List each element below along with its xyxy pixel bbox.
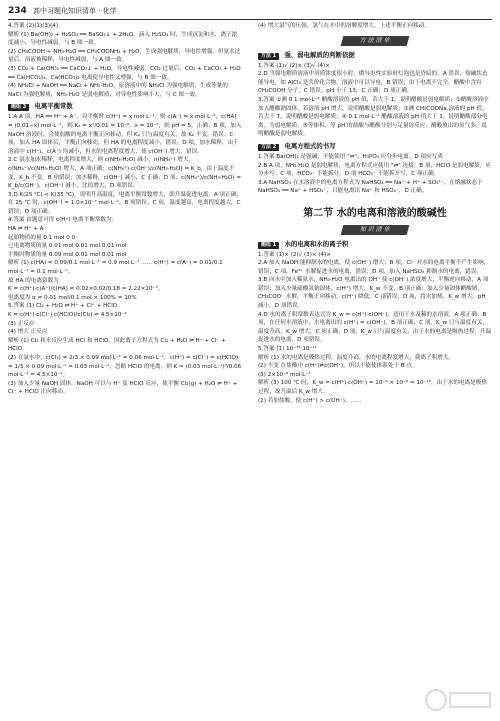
text-line: K = c(H⁺)·c(A⁻)/c(HA) = 0.02×0.02/0.18 = 2.22×10⁻³。: [8, 286, 164, 293]
text-line: 2.B A 项，NH₃·H₂O 是弱电解质，电离方程式应使用 "⇌" 连接；B 项，HClO 是弱电解质，应分步写；C 项，HCO₃⁻ 不能拆分，D 项 HCO₃⁻ 不能拆开写，C 项正确。: [258, 162, 492, 178]
text-line: 解析 (1) Ba(OH)₂ + H₂SO₄ ══ BaSO₄↓ + 2H₂O，滴入 H₂SO₄ 时，生成沉淀和水，离子浓度减小，导电性减弱，与 B 图一致。: [8, 31, 238, 47]
watermark-logo: [424, 685, 494, 715]
text-line: K = c(H⁺)·c(Cl⁻)·c(HClO)/c(Cl₂) = 4.5×10⁻⁴: [8, 312, 127, 318]
text-line: 故 HA 的电离常数为: [8, 277, 59, 284]
text-line: (3) 正反应: [8, 320, 35, 327]
method-banner: 方 法 清 单: [258, 36, 492, 46]
text-line: 5.答案 (1) 10⁻¹⁴ 10⁻¹²: [258, 346, 317, 353]
text-line: 1.答案 (1)× (2)√ (3)× (4)×: [258, 251, 331, 258]
knowledge-heading-1: [258, 240, 492, 249]
text-line: 1.答案 Ba(OH)₂ 是强碱，不能使用 "⇌"；H₃PO₄ 应分步电离；D 项应写成: [258, 153, 443, 160]
text-line: (3) 2×10⁻⁹ mol·L⁻¹: [258, 371, 311, 378]
text-line: 1.A A 项，HA ══ H⁺ + A⁻，设平衡时 c(H⁺) = x mol·L⁻¹，则 c(A⁻) = x mol·L⁻¹，c(HA) = (0.01−x) mol·L⁻¹，则 Kₐ = x²/0.01 = 10⁻⁸，x = 10⁻⁵，则 pH = 5，正确；B 项，加入 NaOH 溶液时，会使弱酸的电离平衡正向移动，但 Kₐ 只与温度有关，故 Kₐ 不变，错误；C 项，加入 HA 固体后，平衡正向移动，但 HA 的电离程度减小，错误；D 项，加水稀释，由于溶液中 c(H⁺)、c(A⁻) 均减小，但水的电离程度增大，使 c(OH⁻) 增大，错误。: [8, 114, 242, 155]
text-line: 4.D 水的离子积常数表达式为 K_w = c(H⁺)·c(OH⁻)，适用于水及稀的水溶液，A 项正确；B 项，在任何水溶液中，水电离出的 c(H⁺) = c(OH⁻)，B 项正确；C 项，K_w 只与温度有关，温度升高，K_w 增大，C 项正确；D 项，K_w 只与温度有关，由于水的电离是吸热过程，升温促进水的电离，D 项错误。: [258, 311, 492, 344]
header-title: 高中习题化知识清单 · 化学: [33, 7, 117, 15]
text-line: (3) CO₂ + Ca(OH)₂ ══ CaCO₃↓ + H₂O，导电性减弱，CO₂ 过量后，CO₂ + CaCO₃ + H₂O ══ Ca(HCO₃)₂，Ca(HCO₃)₂ 电离使导电性又增强，与 B 图一致。: [8, 65, 241, 81]
text-line: 电离度为 α = 0.01 mol/0.1 mol × 100% = 10%: [8, 294, 137, 301]
chapter-title: 第二节 水的电离和溶液的酸碱性: [303, 207, 447, 219]
text-line: 2.C 氨水加水稀释，电离程度增大，则 c(NH₃·H₂O) 减小，n(NH₄⁺) 增大，c(NH₄⁺)/c(NH₃·H₂O) 增大，A 项正确；c(NH₄⁺)·c(OH⁻)/c(NH₃·H₂O) = K_b，由于温度不变，K_b 不变，B 项错误；加水稀释，c(OH⁻) 减小，C 正确；D 项，c(NH₄⁺)/c(NH₃·H₂O) = K_b/c(OH⁻)，c(OH⁻) 减小，比值增大，D 项错误。: [8, 157, 242, 190]
method-tag: 方法 2: [258, 144, 279, 151]
text-line: 5.答案 (1) Cl₂ + H₂O ⇌ H⁺ + Cl⁻ + HClO: [8, 303, 118, 310]
text-line: 1.答案 (1)√ (2)× (3)√ (4)×: [258, 62, 330, 69]
text-line: (2) CH₃COOH + NH₃·H₂O ══ CH₃COONH₄ + H₂O，生成强电解质，导电性增强，但氨水过量后，溶液被稀释，导电性减弱，与 A 图一致。: [8, 48, 241, 64]
method-title: 电离方程式的书写: [284, 141, 336, 150]
text-line: 2.A 加入 NaOH 能抑制水的电离，使 c(OH⁻) 增大；B 项，Cl⁻ 对水的电离平衡不产生影响，错误；C 项，Fe³⁺ 水解促进水的电离，错误；D 项，加入 NaHSO₄ 抑制水的电离，错误。: [258, 260, 490, 275]
text-line: 已电离物质的量 0.01 mol 0.01 mol 0.01 mol: [8, 243, 127, 250]
right-column: [258, 22, 492, 405]
text-line: 4.答案 (2)(1)(3)(4): [8, 23, 58, 29]
text-line: 平衡时物质的量 0.09 mol 0.01 mol 0.01 mol: [8, 251, 127, 258]
method-heading-2: [258, 142, 492, 151]
method-title: 强、弱电解质的判断依据: [284, 50, 355, 59]
text-line: (2) 若加盐酸，使 c(H⁺) > c(OH⁻)，……: [258, 397, 362, 404]
method-heading-1: [258, 51, 492, 60]
section-title: 电离平衡常数: [34, 102, 73, 111]
text-line: 3.答案 ①测 0.1 mol·L⁻¹ 醋酸溶液的 pH 值，若大于 1，说明醋酸是弱电解质；②醋酸溶液中加入醋酸钠固体，若溶液 pH 增大，说明醋酸是弱电解质；③测 CH₃COONa 溶液的 pH 值，若大于 7，说明醋酸是弱电解质；④ 0.1 mol·L⁻¹ 醋酸溶液的 pH 值大于 1，说明醋酸部分电离，为弱电解质；⑤等体积、等 pH 的盐酸与醋酸分别与足量锌反应，醋酸放出的氢气多，说明醋酸是弱电解质。: [258, 96, 489, 138]
text-line: 起始物质的量 0.1 mol 0 0: [8, 234, 76, 241]
method-tag: 方法 1: [258, 53, 279, 60]
section-heading: [8, 102, 242, 111]
section-tag: 题组 3: [8, 104, 29, 111]
left-column: [8, 22, 242, 397]
page-header: [8, 4, 492, 20]
text-line: (4) 增大 正反应: [8, 329, 48, 336]
page-number: 234: [8, 6, 27, 16]
text-line: 解析 (1) Cl₂ 和水反应生成 HCl 和 HClO，因此离子方程式为 Cl₂ + H₂O ⇌ H⁺ + Cl⁻ + HClO。: [8, 337, 226, 353]
section-tag: 题组 1: [258, 242, 279, 249]
text-line: 3.A NaHSO₄ 在水溶液中的电离方程式为 NaHSO₄ ══ Na⁺ + H⁺ + SO₄²⁻，在熔融状态下 NaHSO₄ ══ Na⁺ + HSO₄⁻，只能电离出 Na⁺ 和 HSO₄⁻，D 正确。: [258, 179, 483, 195]
text-line: (4) 增大氯气的压强，氯气在水中的溶解度增大，上述平衡正向移动。: [258, 23, 430, 29]
text-line: 解析 (1) c(HA) = 0.09/0.1 mol·L⁻¹ = 0.9 mol·L⁻¹ …… c(H⁺) = c(A⁻) = 0.01/0.1 mol·L⁻¹ = 0.1 mol·L⁻¹。: [8, 260, 223, 276]
text-line: 4.答案 由题意可得 c(H⁺) 电离平衡常数为：: [8, 217, 118, 224]
text-line: 2.D 当强电解质溶液中溶质浓度很小时，做导电性实验时灯泡也是昏暗的，A 错误；熔融状态能导电，如 AlCl₃ 是共价化合物，溶液中可以导电，B 错误；由于电离不完全，醋酸中含有 CH₃COOH 分子，C 错误；pH 小于 13，C 正确；D 项正确。: [258, 71, 488, 95]
text-line: 3.D K(25 ℃) < K(35 ℃)，说明升高温度，电离平衡常数增大，即升温促进电离，A 项正确；在 25 ℃ 时，c(OH⁻) = 1.0×10⁻⁷ mol·L⁻¹，B 项错误；C 项，温度越高，电离程度越大，C 错误；D 项正确。: [8, 191, 242, 215]
knowledge-banner: 知 识 清 单: [258, 225, 492, 235]
text-line: 解析 (1) 水的电离是吸热过程，温度升高，水的电离程度增大，使离子积增大。: [258, 354, 455, 361]
text-line: (2) 在氯水中，c(Cl₂) = 2/3 × 0.09 mol·L⁻¹ = 0.06 mol·L⁻¹，c(H⁺) = c(Cl⁻) = c(HClO) = 1/3 × 0.09 mol·L⁻¹ = 0.03 mol·L⁻¹，忽略 HClO 的电离，则 K = (0.03 mol·L⁻¹)³/0.06 mol·L⁻¹ = 4.5×10⁻⁴。: [8, 354, 242, 379]
text-line: (4) NH₄Cl + NaOH ══ NaCl + NH₃·H₂O，原溶液中的 NH₄Cl 为强电解质，生成等量的 NaCl 为强电解质，NH₃·H₂O 是弱电解质，对导电性影响不大，与 C 图一致。: [8, 83, 228, 98]
text-line: (3) 加入少量 NaOH 固体，NaOH 可以与 H⁺ 及 HClO 反应，使平衡 Cl₂(g) + H₂O ⇌ H⁺ + Cl⁻ + HClO 正向移动。: [8, 380, 238, 396]
text-line: 3.B 向水中加入稀氨水，NH₃·H₂O 电离出的 OH⁻ 使 c(OH⁻) 浓度增大，平衡逆向移动，A 项错误；加入少量硫酸氢钠固体，c(H⁺) 增大，K_w 不变，B 项正确；加入少量固体醋酸钠，CH₃COO⁻ 水解，平衡正向移动，c(H⁺) 降低，C 项错误；D 项，将水加热，K_w 增大，pH 减小，D 项错误。: [258, 277, 489, 310]
text-line: HA ⇌ H⁺ + A⁻: [8, 226, 47, 233]
section-title: 水的电离和水的离子积: [284, 239, 349, 248]
text-line: 解析 (3) 100 ℃ 时，K_w = c(H⁺)·c(OH⁻) = 10⁻⁶ × 10⁻⁶ = 10⁻¹²，由于水的电离是吸热过程，故升温后 K_w 增大。: [258, 380, 487, 395]
text-line: (2) 不变 在盐酸中 c(H⁺)≠c(OH⁻)，所以不能使体系处于 B 点。: [258, 363, 418, 370]
